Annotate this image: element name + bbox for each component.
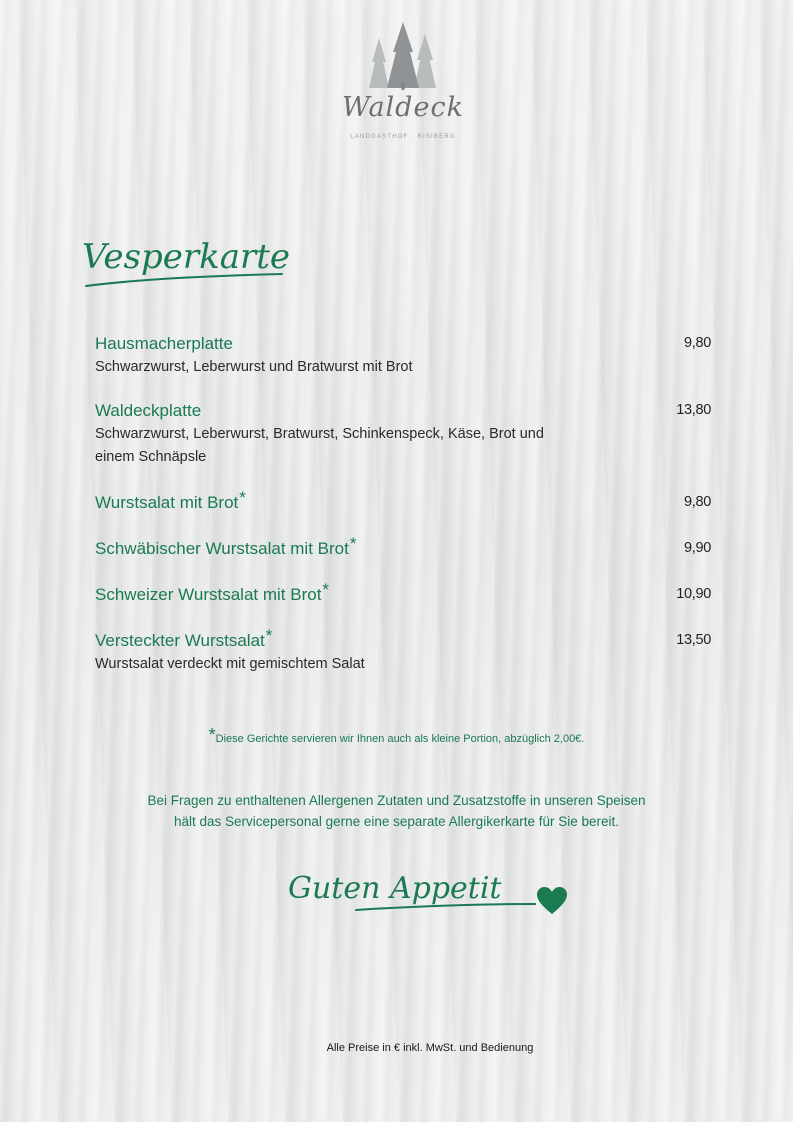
item-description: Schwarzwurst, Leberwurst und Bratwurst mit Brot	[95, 359, 413, 375]
logo-wordmark: Waldeck	[342, 92, 464, 123]
closing-greeting: Guten Appetit	[288, 871, 502, 906]
portion-footnote	[0, 726, 793, 747]
item-price: 9,80	[683, 494, 711, 510]
heart-icon	[536, 886, 568, 916]
allergen-line-2: hält das Servicepersonal gerne eine separate Allergikerkarte für Sie bereit.	[174, 814, 619, 829]
menu-item	[95, 333, 711, 379]
menu-item	[95, 626, 711, 676]
closing-underline-swash	[286, 896, 536, 926]
allergen-line-1: Bei Fragen zu enthaltenen Allergenen Zutaten und Zusatzstoffe in unseren Speisen	[147, 793, 646, 808]
item-name: Versteckter Wurstsalat	[95, 631, 265, 650]
menu-item	[95, 488, 711, 514]
footnote-text: Diese Gerichte servieren wir Ihnen auch als kleine Portion, abzüglich 2,00€.	[215, 733, 585, 745]
portion-star: *	[239, 488, 246, 507]
item-name: Hausmacherplatte	[95, 334, 233, 353]
title-underline-swash	[82, 262, 287, 292]
item-name: Wurstsalat mit Brot	[95, 493, 239, 512]
item-price: 9,80	[683, 335, 711, 351]
item-description: Wurstsalat verdeckt mit gemischtem Salat	[95, 656, 365, 672]
menu-item	[95, 580, 711, 606]
allergen-note	[0, 790, 793, 832]
item-price: 9,90	[683, 540, 711, 556]
item-name: Waldeckplatte	[95, 401, 202, 420]
price-note: Alle Preise in € inkl. MwSt. und Bedienung	[326, 1042, 534, 1054]
item-name: Schweizer Wurstsalat mit Brot	[95, 585, 322, 604]
portion-star: *	[265, 626, 273, 645]
item-price: 13,50	[676, 632, 711, 648]
item-description: Schwarzwurst, Leberwurst, Bratwurst, Schinkenspeck, Käse, Brot und einem Schnäpsle	[95, 426, 544, 465]
portion-star: *	[322, 580, 330, 599]
portion-star: *	[349, 534, 357, 553]
waldeck-logo	[330, 22, 476, 144]
menu-item	[95, 400, 711, 469]
item-price: 13,80	[676, 402, 711, 418]
menu-title: Vesperkarte	[82, 237, 291, 277]
footnote-star: *	[208, 725, 216, 745]
menu-item	[95, 534, 711, 560]
logo-subtitle: LANDGASTHOF · RISIBERG	[350, 134, 456, 140]
item-name: Schwäbischer Wurstsalat mit Brot	[95, 539, 349, 558]
pine-trees-icon	[365, 22, 441, 90]
item-price: 10,90	[676, 586, 711, 602]
